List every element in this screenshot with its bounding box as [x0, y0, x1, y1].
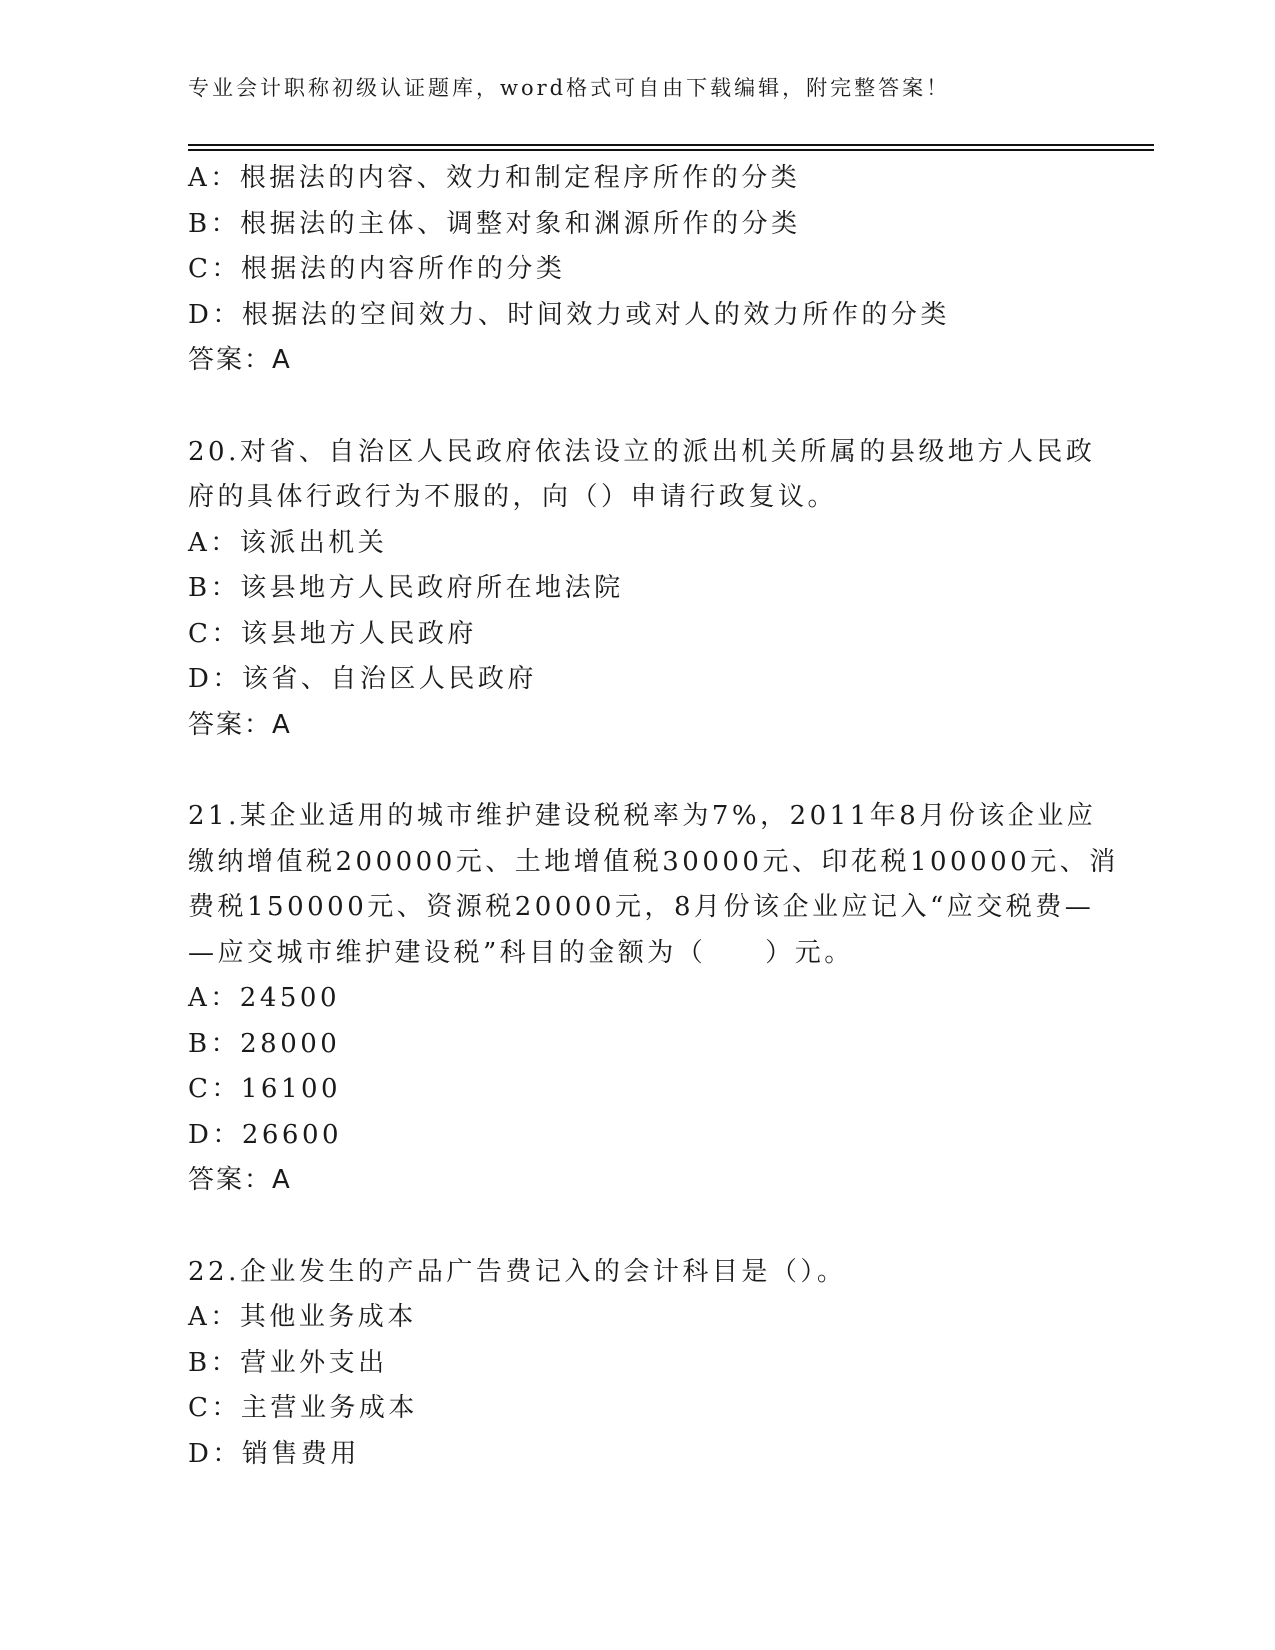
spacer	[188, 1204, 1068, 1250]
option-c: C：根据法的内容所作的分类	[188, 254, 566, 284]
option-a: A：该派出机关	[188, 527, 388, 558]
option-d: D：根据法的空间效力、时间效力或对人的效力所作的分类	[188, 299, 950, 330]
question-21	[188, 794, 1119, 1204]
option-c: C：主营业务成本	[188, 1393, 418, 1423]
option-b: B：根据法的主体、调整对象和渊源所作的分类	[188, 208, 801, 239]
question-stem: 20.对省、自治区人民政府依法设立的派出机关所属的县级地方人民政	[188, 436, 1096, 467]
option-a: A：24500	[188, 983, 340, 1013]
option-b: B：28000	[188, 1028, 341, 1059]
document-body	[188, 156, 1119, 1477]
question-stem: 费税150000元、资源税20000元，8月份该企业应记入“应交税费—	[188, 892, 1095, 922]
question-stem: 府的具体行政行为不服的，向（）申请行政复议。	[188, 482, 838, 512]
option-d: D：销售费用	[188, 1438, 360, 1469]
option-c: C：该县地方人民政府	[188, 618, 477, 649]
question-20	[188, 430, 1096, 749]
option-c: C：16100	[188, 1074, 342, 1104]
option-d: D：该省、自治区人民政府	[188, 664, 537, 694]
option-d: D：26600	[188, 1119, 343, 1150]
question-stem: 21.某企业适用的城市维护建设税税率为7%，2011年8月份该企业应	[188, 801, 1097, 831]
option-a: A：其他业务成本	[188, 1302, 417, 1332]
option-b: B：该县地方人民政府所在地法院	[188, 573, 624, 603]
question-stem: —应交城市维护建设税”科目的金额为（ ）元。	[188, 937, 854, 968]
question-19-continued	[188, 156, 1068, 384]
question-stem: 22.企业发生的产品广告费记入的会计科目是（）。	[188, 1256, 847, 1287]
answer-line: 答案：A	[188, 1165, 292, 1195]
answer-line: 答案：A	[188, 345, 292, 375]
option-a: A：根据法的内容、效力和制定程序所作的分类	[188, 163, 801, 193]
spacer	[188, 748, 1068, 794]
answer-line: 答案：A	[188, 709, 292, 740]
spacer	[188, 384, 1068, 430]
option-b: B：营业外支出	[188, 1347, 388, 1378]
question-22	[188, 1250, 1068, 1478]
question-stem: 缴纳增值税200000元、土地增值税30000元、印花税100000元、消	[188, 846, 1119, 877]
header-rule-bottom	[188, 149, 1154, 151]
header-rule-top	[188, 144, 1154, 146]
page-header-text: 专业会计职称初级认证题库，word格式可自由下载编辑，附完整答案！	[188, 76, 951, 100]
